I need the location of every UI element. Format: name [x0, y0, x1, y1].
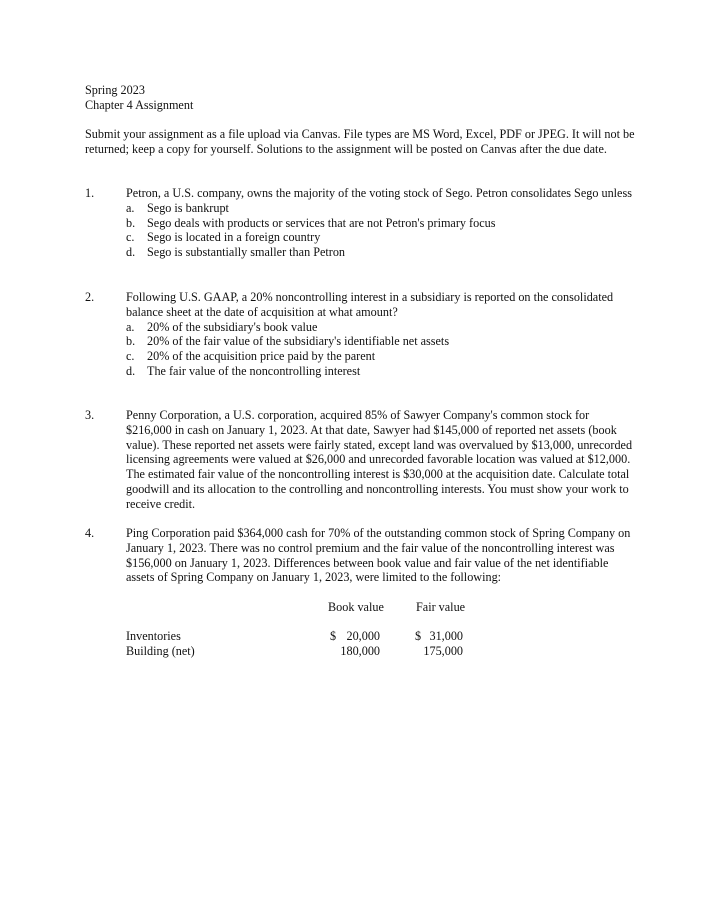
- question-3: [85, 408, 640, 512]
- column-header-fair-value: Fair value: [416, 600, 466, 614]
- question-number: 1.: [85, 186, 95, 200]
- amount: 180,000: [340, 644, 380, 658]
- amount: 31,000: [429, 629, 463, 643]
- amount: 175,000: [423, 644, 463, 658]
- question-number: 4.: [85, 526, 95, 540]
- currency-symbol: $: [330, 629, 337, 643]
- option-b: b. Sego deals with products or services that are not Petron's primary focus: [126, 215, 496, 230]
- question-4: [85, 526, 640, 585]
- option-c: c. Sego is located in a foreign country: [126, 230, 321, 245]
- amount: 20,000: [346, 629, 380, 643]
- row-label: Inventories: [126, 629, 181, 643]
- column-header-book-value: Book value: [328, 600, 384, 614]
- question-text: Penny Corporation, a U.S. corporation, acquired 85% of Sawyer Company's common stock for $216,000 in cash on January 1, 2023. At that date, Sawyer had $145,000 of reported net assets (book value). These reported net assets were fairly stated, except land was overvalued by $13,000, unrecorded licensing agreements were valued at $26,000 and unrecorded favorable location was valued at $12,000. The estimated fair value of the noncontrolling interest is $30,000 at the acquisition date. Calculate total goodwill and its allocation to the controlling and noncontrolling interests. You must show your work to receive credit.: [126, 408, 633, 511]
- row-label: Building (net): [126, 644, 195, 658]
- table-row: [126, 644, 486, 659]
- currency-symbol: $: [415, 629, 422, 643]
- option-d: d. Sego is substantially smaller than Petron: [126, 245, 346, 260]
- answer-options: [126, 201, 636, 260]
- answer-options: [126, 320, 636, 379]
- option-c: c. 20% of the acquisition price paid by the parent: [126, 349, 376, 364]
- question-text: Ping Corporation paid $364,000 cash for 70% of the outstanding common stock of Spring Company on January 1, 2023. There was no control premium and the fair value of the noncontrolling interest was $156,000 on January 1, 2023. Differences between book value and fair value of the net identifiable assets of Spring Company on January 1, 2023, were limited to the following:: [126, 526, 631, 585]
- option-d: d. The fair value of the noncontrolling interest: [126, 363, 361, 378]
- option-b: b. 20% of the fair value of the subsidiary's identifiable net assets: [126, 334, 450, 349]
- assignment-title: Chapter 4 Assignment: [85, 97, 194, 112]
- instructions-paragraph: Submit your assignment as a file upload via Canvas. File types are MS Word, Excel, PDF or JPEG. It will not be returned; keep a copy for yourself. Solutions to the assignment will be posted on Canvas after the due date.: [85, 127, 635, 156]
- question-number: 2.: [85, 290, 95, 304]
- option-a: a. Sego is bankrupt: [126, 200, 229, 215]
- question-number: 3.: [85, 408, 95, 422]
- table-row: [126, 629, 486, 644]
- question-text: Petron, a U.S. company, owns the majority of the voting stock of Sego. Petron consolidates Sego unless: [126, 186, 632, 200]
- question-text: Following U.S. GAAP, a 20% noncontrolling interest in a subsidiary is reported on the consolidated balance sheet at the date of acquisition at what amount?: [126, 290, 614, 319]
- document-header: [85, 83, 645, 113]
- option-a: a. 20% of the subsidiary's book value: [126, 319, 318, 334]
- question-1: [85, 186, 640, 260]
- term-label: Spring 2023: [85, 83, 145, 97]
- question-2: [85, 290, 640, 379]
